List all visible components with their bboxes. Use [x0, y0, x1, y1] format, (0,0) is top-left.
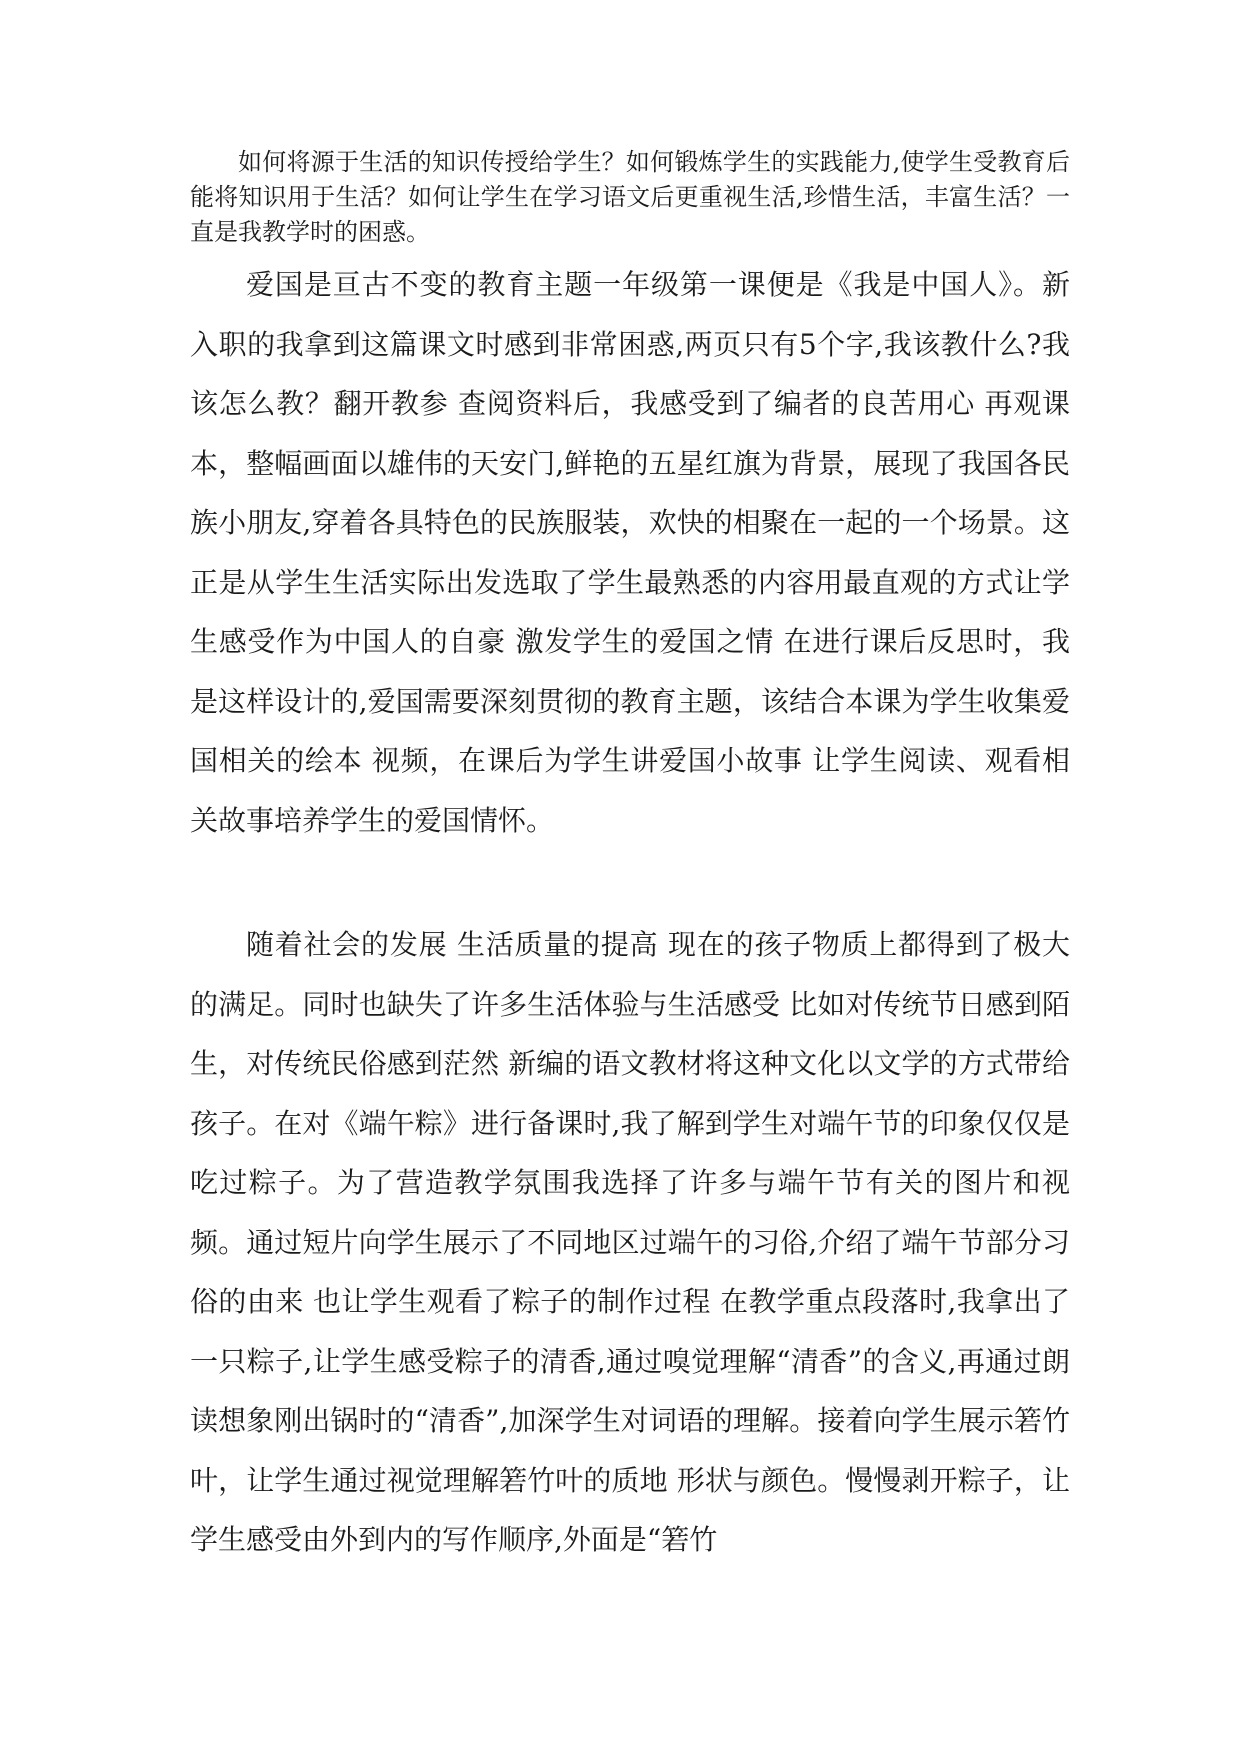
- paragraph-3: 随着社会的发展 生活质量的提高 现在的孩子物质上都得到了极大的满足。同时也缺失了许多生活体验与生活感受 比如对传统节日感到陌生，对传统民俗感到茫然 新编的语文教材将这种文化以文学的方式带给孩子。在对《端午粽》进行备课时,我了解到学生对端午节的印象仅仅是吃过粽子。为了营造教学氛围我选择了许多与端午节有关的图片和视频。通过短片向学生展示了不同地区过端午的习俗,介绍了端午节部分习俗的由来 也让学生观看了粽子的制作过程 在教学重点段落时,我拿出了一只粽子,让学生感受粽子的清香,通过嗅觉理解“清香”的含义,再通过朗读想象刚出锅时的“清香”,加深学生对词语的理解。接着向学生展示箬竹叶，让学生通过视觉理解箬竹叶的质地 形状与颜色。慢慢剥开粽子，让学生感受由外到内的写作顺序,外面是“箬竹: [190, 928, 1070, 1556]
- paragraph-1: 如何将源于生活的知识传授给学生？如何锻炼学生的实践能力,使学生受教育后能将知识用于生活？如何让学生在学习语文后更重视生活,珍惜生活，丰富生活？一直是我教学时的困惑。: [190, 148, 1070, 246]
- paragraph-2: 爱国是亘古不变的教育主题一年级第一课便是《我是中国人》。新入职的我拿到这篇课文时感到非常困惑,两页只有5个字,我该教什么?我该怎么教？翻开教参 查阅资料后，我感受到了编者的良苦用心 再观课本，整幅画面以雄伟的天安门,鲜艳的五星红旗为背景，展现了我国各民族小朋友,穿着各具特色的民族服装，欢快的相聚在一起的一个场景。这正是从学生生活实际出发选取了学生最熟悉的内容用最直观的方式让学生感受作为中国人的自豪 激发学生的爱国之情 在进行课后反思时，我是这样设计的,爱国需要深刻贯彻的教育主题，该结合本课为学生收集爱国相关的绘本 视频，在课后为学生讲爱国小故事 让学生阅读、观看相关故事培养学生的爱国情怀。: [190, 268, 1070, 837]
